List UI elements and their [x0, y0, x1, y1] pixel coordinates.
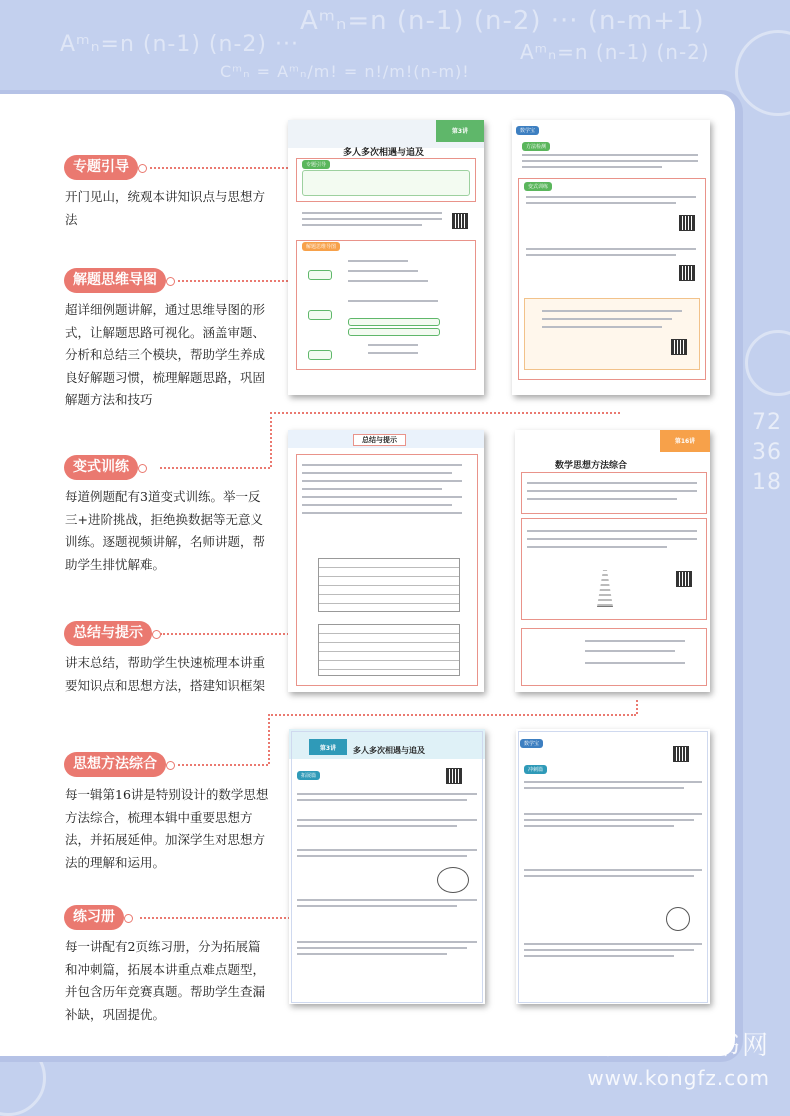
- page-title: 总结与提示: [353, 434, 406, 446]
- text-line: [526, 254, 676, 256]
- qr-code-icon: [680, 266, 694, 280]
- background-number: 72: [752, 410, 782, 435]
- qr-code-icon: [672, 340, 686, 354]
- connector-line: [268, 714, 270, 764]
- background-circle-decoration: [745, 330, 790, 396]
- mindmap-node: [308, 310, 332, 320]
- highlight-box: [518, 731, 708, 1003]
- watermark-brand: 孔夫子旧书网: [601, 1031, 770, 1061]
- text-line: [527, 490, 697, 492]
- text-line: [302, 512, 462, 514]
- section-chip: 方法检测: [522, 142, 550, 151]
- background-number: 18: [752, 470, 782, 495]
- background-formula-left-c: Cᵐₙ = Aᵐₙ/m! = n!/m!(n-m)!: [220, 62, 470, 81]
- section-chip: 解题思维导图: [302, 242, 340, 251]
- text-line: [542, 318, 672, 320]
- highlight-box: [291, 731, 483, 1003]
- challenge-box: [524, 298, 700, 370]
- connector-line: [150, 167, 300, 169]
- text-line: [302, 212, 442, 214]
- text-line: [526, 248, 696, 250]
- qr-code-icon: [677, 572, 691, 586]
- text-line: [527, 546, 667, 548]
- label-workbook: 练习册: [64, 905, 124, 930]
- book-page-method-synthesis: [515, 430, 710, 692]
- label-variant-training: 变式训练: [64, 455, 138, 480]
- connector-line: [178, 280, 300, 282]
- text-line: [585, 662, 685, 664]
- text-line: [348, 280, 428, 282]
- page-title: 数学思想方法综合: [555, 461, 628, 471]
- text-line: [302, 218, 442, 220]
- lecture-tag: 第3讲: [451, 128, 469, 135]
- qr-code-icon: [453, 214, 467, 228]
- section-chip: 专题引导: [302, 160, 330, 169]
- header-chip: 数学宝: [516, 126, 539, 135]
- highlight-box: [521, 628, 707, 686]
- highlight-box: [521, 518, 707, 620]
- background-formula-left-a: Aᵐₙ=n (n-1) (n-2) ···: [60, 32, 299, 57]
- lecture-tag: 第3讲: [319, 745, 337, 752]
- highlight-box: [521, 472, 707, 514]
- text-line: [522, 160, 698, 162]
- connector-line: [268, 714, 636, 716]
- text-line: [348, 270, 418, 272]
- background-number: 36: [752, 440, 782, 465]
- text-line: [585, 640, 685, 642]
- label-topic-intro: 专题引导: [64, 155, 138, 180]
- section-chip: 冲刺篇: [524, 765, 547, 774]
- text-line: [526, 202, 676, 204]
- text-line: [348, 300, 438, 302]
- book-page-summary: [288, 430, 484, 692]
- background-formula-right: Aᵐₙ=n (n-1) (n-2): [520, 40, 710, 64]
- desc-variant-training: 每道例题配有3道变式训练。举一反三+进阶挑战，拒绝换数据等无意义训练。逐题视频讲解，名师讲题，帮助学生排忧解难。: [65, 489, 266, 572]
- text-line: [302, 224, 422, 226]
- background-circle-decoration: [735, 30, 790, 116]
- desc-workbook: 每一讲配有2页练习册，分为拓展篇和冲刺篇，拓展本讲重点难点题型，并包含历年竞赛真题。帮助学生查漏补缺，巩固提优。: [65, 939, 266, 1022]
- background-formula-top: Aᵐₙ=n (n-1) (n-2) ··· (n-m+1): [300, 6, 705, 36]
- book-page-variant-training: [512, 120, 710, 395]
- connector-line: [160, 633, 300, 635]
- text-line: [542, 326, 662, 328]
- label-mindmap: 解题思维导图: [64, 268, 166, 293]
- book-page-workbook-sprint: [516, 729, 710, 1004]
- mindmap-node: [348, 318, 440, 326]
- book-page-workbook-expansion: [289, 729, 485, 1004]
- connector-line: [140, 917, 290, 919]
- text-line: [302, 464, 462, 466]
- header-chip: 数学宝: [520, 739, 543, 748]
- connector-line: [270, 412, 620, 414]
- text-line: [302, 504, 452, 506]
- book-page-topic-intro: [288, 120, 484, 395]
- mindmap-node: [308, 350, 332, 360]
- text-line: [348, 260, 408, 262]
- text-line: [302, 472, 452, 474]
- text-line: [302, 488, 442, 490]
- text-line: [527, 530, 697, 532]
- page-title: 多人多次相遇与追及: [343, 148, 425, 158]
- text-line: [522, 166, 662, 168]
- connector-line: [178, 764, 268, 766]
- text-line: [542, 310, 682, 312]
- intro-box: [302, 170, 470, 196]
- connector-line: [636, 700, 638, 714]
- text-line: [527, 498, 677, 500]
- desc-mindmap: 超详细例题讲解，通过思维导图的形式，让解题思路可视化。涵盖审题、分析和总结三个模块，帮助学生养成良好解题习惯，梳理解题思路，巩固解题方法和技巧: [65, 302, 266, 407]
- text-line: [368, 352, 418, 354]
- desc-method-synthesis: 每一辑第16讲是特别设计的数学思想方法综合，梳理本辑中重要思想方法，并拓展延伸。加深学生对思想方法的理解和运用。: [65, 787, 269, 870]
- text-line: [527, 482, 697, 484]
- summary-table: [318, 624, 460, 676]
- desc-summary: 讲末总结，帮助学生快速梳理本讲重要知识点和思想方法，搭建知识框架: [65, 655, 266, 693]
- desc-topic-intro: 开门见山，统观本讲知识点与思想方法: [65, 189, 266, 227]
- text-line: [585, 650, 675, 652]
- section-chip: 拓展篇: [297, 771, 320, 780]
- text-line: [522, 154, 698, 156]
- watermark-url: www.kongfz.com: [587, 1066, 770, 1090]
- label-method-synthesis: 思想方法综合: [64, 752, 166, 777]
- text-line: [527, 538, 697, 540]
- label-summary: 总结与提示: [64, 621, 152, 646]
- connector-line: [270, 412, 272, 467]
- summary-table: [318, 558, 460, 612]
- page-title: 多人多次相遇与追及: [353, 746, 425, 755]
- mindmap-node: [348, 328, 440, 336]
- qr-code-icon: [680, 216, 694, 230]
- text-line: [368, 344, 418, 346]
- text-line: [302, 480, 462, 482]
- text-line: [302, 496, 462, 498]
- text-line: [526, 196, 696, 198]
- lecture-tag: 第16讲: [674, 438, 696, 445]
- connector-line: [160, 467, 270, 469]
- mindmap-node: [308, 270, 332, 280]
- section-chip: 变式训练: [524, 182, 552, 191]
